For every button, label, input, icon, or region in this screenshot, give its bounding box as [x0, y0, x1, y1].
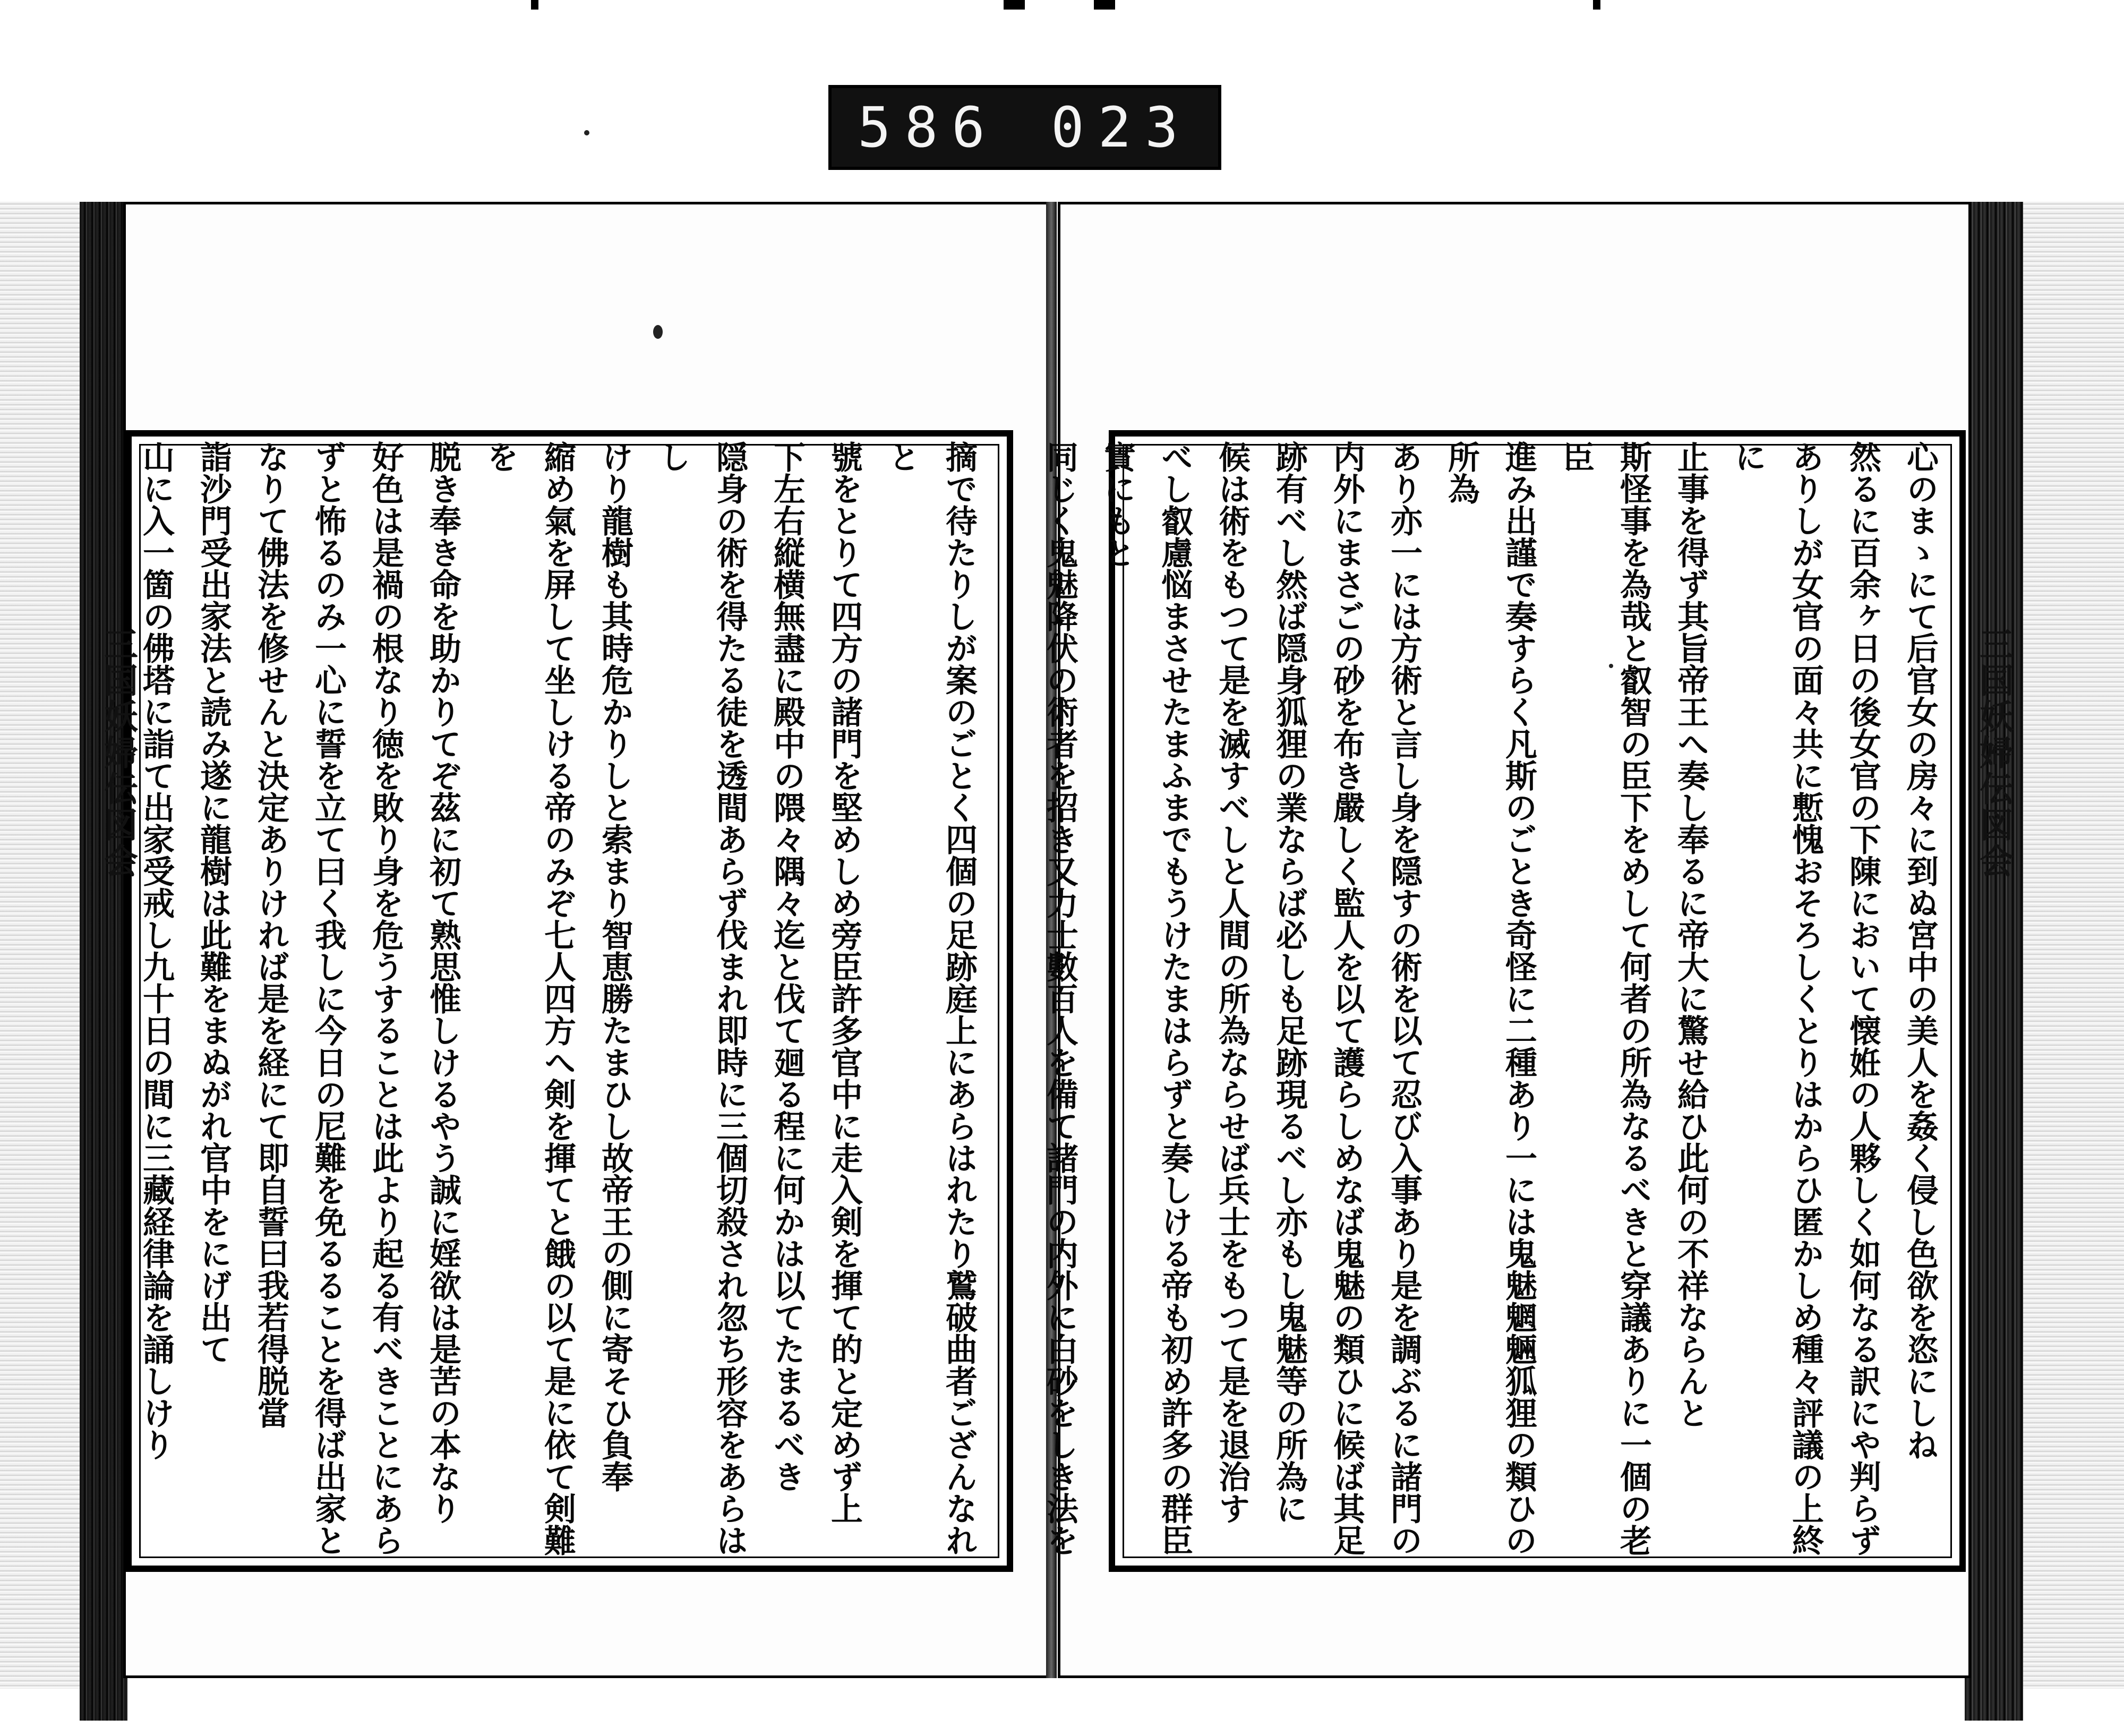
- scan-tick-mark: [1094, 0, 1115, 10]
- text-column: なりて佛法を修せんと決定ありければ是を経にて即自誓曰我若得脱當: [252, 441, 289, 1429]
- text-column: 脱き奉き命を助かりてぞ茲に初て熟思惟しけるやう誠に婬欲は是苦の本なり: [424, 441, 461, 1524]
- text-column: 内外にまさごの砂を布き嚴しく監人を以て護らしめなば鬼魅の類ひに候ば其足: [1328, 441, 1365, 1556]
- book-edge-left-outer: [0, 202, 80, 1689]
- text-column: 山に入一箇の佛塔に詣て出家受戒し九十日の間に三藏経律論を誦しけり: [138, 441, 175, 1460]
- book-edge-right-outer: [2023, 202, 2124, 1689]
- text-column: 縮め氣を屏して坐しける帝のみぞ七人四方へ剣を揮てと餓の以て是に依て剣難を: [482, 441, 576, 1556]
- scan-speck: [653, 325, 663, 339]
- text-column: 同じく鬼魅降伏の術者を招き又力士數百人を備て諸門の内外に白砂をしき法を: [1041, 441, 1078, 1556]
- scan-tick-mark: [1593, 0, 1600, 10]
- film-reel-number: 586: [858, 95, 999, 160]
- right-page-body-text: [1041, 441, 1949, 1556]
- text-column: 摘で待たりしが案のごとく四個の足跡庭上にあらはれたり鷲破曲者ござんなれと: [883, 441, 978, 1556]
- text-column: 好色は是禍の根なり徳を敗り身を危うすることは此より起る有べきことにあら: [367, 441, 404, 1556]
- text-column: 跡有べし然ば隠身狐狸の業ならば必しも足跡現るべし亦もし鬼魅等の所為に: [1271, 441, 1308, 1524]
- scan-speck: [1609, 664, 1613, 668]
- scan-tick-mark: [1004, 0, 1025, 10]
- text-column: けり龍樹も其時危かりしと索まり智恵勝たまひし故帝王の側に寄そひ負奉: [596, 441, 633, 1492]
- right-page-margin-title: 三国妖婦伝図会: [1974, 627, 2014, 879]
- text-column: 詣沙門受出家法と読み遂に龍樹は此難をまぬがれ官中をにげ出て: [195, 441, 232, 1365]
- film-frame-number: 023: [1051, 95, 1192, 160]
- left-page-body-text: [138, 441, 988, 1556]
- left-page-margin-title: 三国妖婦伝図会: [98, 627, 138, 879]
- text-column: 斯怪事を為哉と叡智の臣下をめして何者の所為なるべきと穿議ありに一個の老臣: [1557, 441, 1652, 1556]
- text-column: ありしが女官の面々共に慙愧おそろしくとりはからひ匿かしめ種々評議の上終に: [1729, 441, 1824, 1556]
- text-column: 進み出謹で奏すらく凡斯のごとき奇怪に二種あり一には鬼魅魍魎狐狸の類ひの所為: [1443, 441, 1537, 1556]
- text-column: あり亦一には方術と言し身を隠すの術を以て忍び入事あり是を調ぶるに諸門の: [1385, 441, 1423, 1556]
- text-column: べし叡慮悩まさせたまふまでもうけたまはらずと奏しける帝も初め許多の群臣實にもと: [1099, 441, 1193, 1556]
- scan-speck: [584, 130, 589, 135]
- text-column: 隠身の術を得たる徒を透間あらず伐まれ即時に三個切殺され忽ち形容をあらはし: [654, 441, 748, 1556]
- text-column: 然るに百余ヶ日の後女官の下陳において懐姙の人夥しく如何なる訳にや判らず: [1844, 441, 1881, 1556]
- text-column: ずと怖るのみ一心に誓を立て曰く我しに今日の尼難を免るることを得ば出家と: [310, 441, 347, 1556]
- text-column: 候は術をもつて是を滅すべしと人間の所為ならせば兵士をもつて是を退治す: [1213, 441, 1251, 1524]
- microfilm-frame-label: [828, 85, 1221, 170]
- text-column: 心のまゝにて后官女の房々に到ぬ宮中の美人を姦く侵し色欲を恣にしね: [1902, 441, 1939, 1460]
- text-column: 號をとりて四方の諸門を堅めしめ旁臣許多官中に走入剣を揮て的と定めず上: [826, 441, 863, 1524]
- scan-tick-mark: [531, 0, 538, 10]
- text-column: 下左右縦横無盡に殿中の隈々隅々迄と伐て廻る程に何かは以てたまるべき: [768, 441, 806, 1492]
- text-column: 止事を得ず其旨帝王へ奏し奉るに帝大に驚せ給ひ此何の不祥ならんと: [1672, 441, 1709, 1429]
